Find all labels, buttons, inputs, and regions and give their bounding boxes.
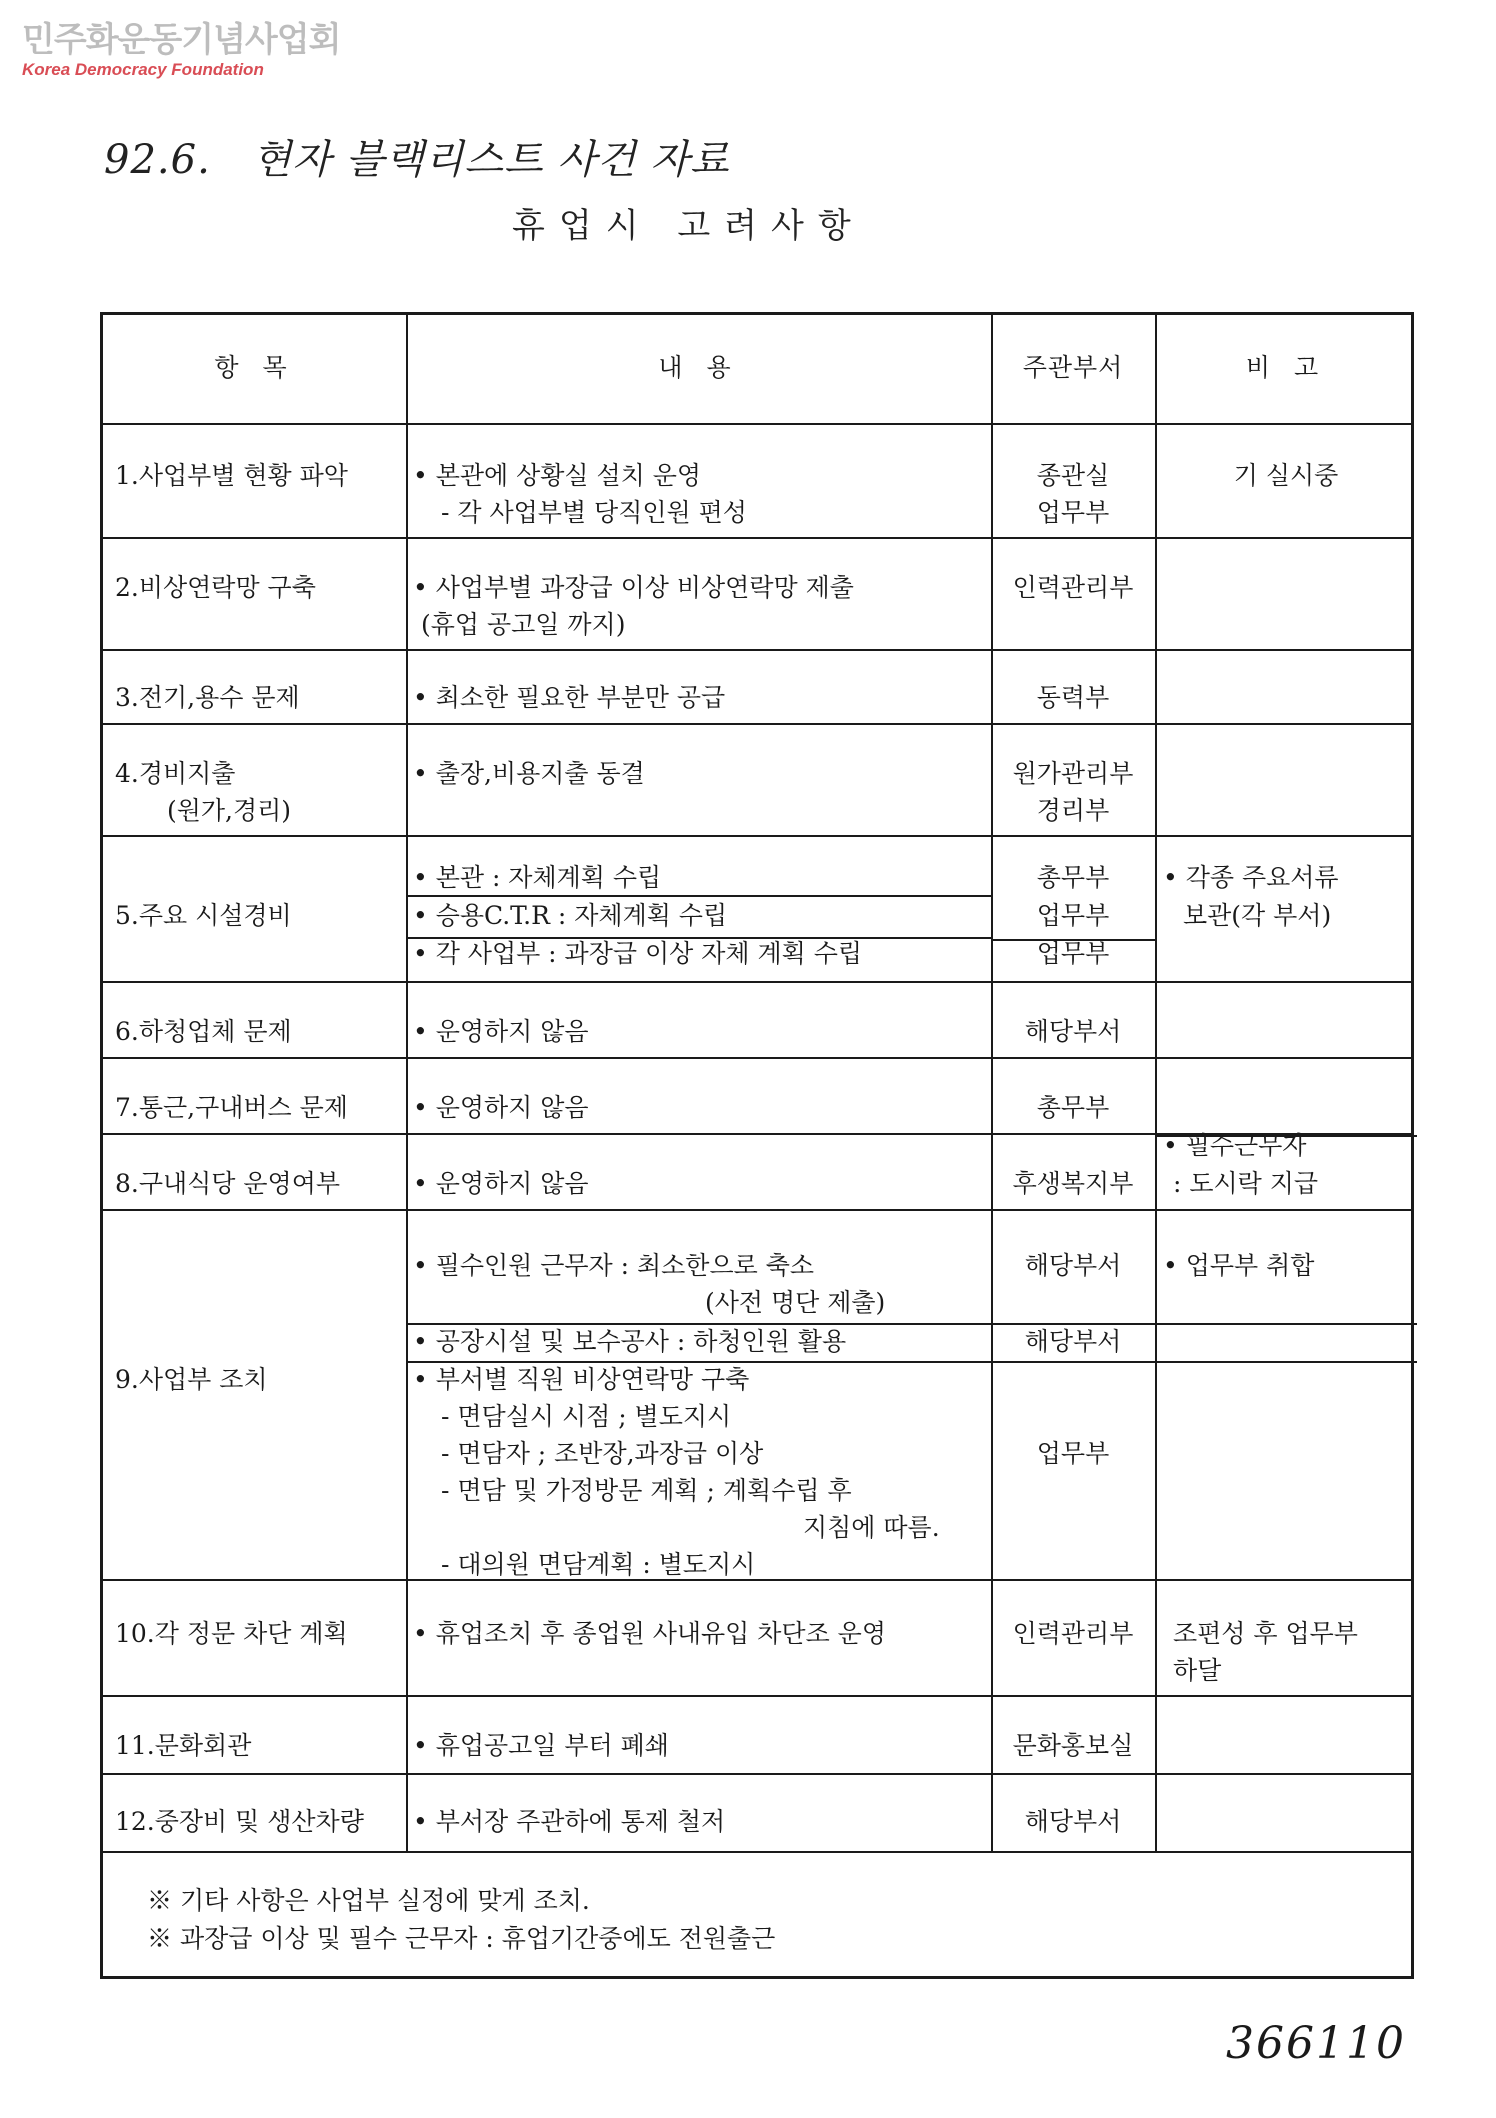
header-dept: 주관부서 (1022, 353, 1124, 382)
row-5-content: • 각 사업부 : 과장급 이상 자체 계획 수립 (413, 939, 862, 968)
row-9-content: - 면담 및 가정방문 계획 ; 계획수립 후 (441, 1476, 852, 1505)
row-4-dept: 원가관리부 (1012, 759, 1134, 788)
row-divider (103, 835, 1411, 837)
row-9-content: - 면담실시 시점 ; 별도지시 (441, 1402, 732, 1431)
handwritten-date: 92.6. (104, 137, 211, 183)
row-9-content: • 필수인원 근무자 : 최소한으로 축소 (413, 1251, 815, 1280)
watermark-org-english: Korea Democracy Foundation (22, 60, 264, 79)
row-divider (103, 649, 1411, 651)
row-1-item: 1.사업부별 현황 파악 (115, 461, 348, 490)
row-10-note: 하달 (1173, 1656, 1222, 1685)
row-5-note: 보관(각 부서) (1183, 901, 1332, 930)
row-8-dept: 후생복지부 (1012, 1169, 1134, 1198)
handwritten-header (104, 128, 730, 185)
row-8-note: : 도시락 지급 (1173, 1169, 1319, 1198)
row-11-content: • 휴업공고일 부터 폐쇄 (413, 1731, 669, 1760)
row-8-content: • 운영하지 않음 (413, 1169, 589, 1198)
row-12-dept: 해당부서 (1024, 1807, 1122, 1836)
row-divider (103, 1851, 1411, 1853)
column-divider (1155, 315, 1157, 1851)
row-divider (103, 1057, 1411, 1059)
row-9-item: 9.사업부 조치 (115, 1365, 268, 1394)
row-9-note: • 업무부 취합 (1163, 1251, 1315, 1280)
row-9-dept: 해당부서 (1024, 1327, 1122, 1356)
row-10-dept: 인력관리부 (1012, 1619, 1134, 1648)
row-9-content: • 공장시설 및 보수공사 : 하청인원 활용 (413, 1327, 847, 1356)
row-1-dept: 종관실 (1036, 461, 1110, 490)
row-2-content: • 사업부별 과장급 이상 비상연락망 제출 (413, 573, 854, 602)
header-note: 비 고 (1245, 353, 1327, 382)
row-divider (103, 1209, 1411, 1211)
watermark-org-korean: 민주화운동기념사업회 (22, 20, 341, 60)
row-9-content: • 부서별 직원 비상연락망 구축 (413, 1365, 750, 1394)
row-5-dept: 업무부 (1036, 939, 1110, 968)
row-6-dept: 해당부서 (1024, 1017, 1122, 1046)
row-6-item: 6.하청업체 문제 (115, 1017, 292, 1046)
row-1-note: 기 실시중 (1233, 461, 1339, 490)
row-divider (103, 1773, 1411, 1775)
header-content: 내 용 (658, 353, 739, 382)
row-1-dept: 업무부 (1036, 498, 1110, 527)
row-9-content: - 대의원 면담계획 : 별도지시 (441, 1550, 756, 1579)
row-divider (103, 423, 1411, 425)
footnote: ※ 과장급 이상 및 필수 근무자 : 휴업기간중에도 전원출근 (147, 1924, 776, 1953)
row-5-note: • 각종 주요서류 (1163, 863, 1339, 892)
row-6-content: • 운영하지 않음 (413, 1017, 589, 1046)
row-9-content: (사전 명단 제출) (705, 1288, 886, 1317)
row-5-item: 5.주요 시설경비 (115, 901, 292, 930)
row-10-item: 10.각 정문 차단 계획 (115, 1619, 348, 1648)
row-1-content: - 각 사업부별 당직인원 편성 (441, 498, 747, 527)
row-12-item: 12.중장비 및 생산차량 (115, 1807, 364, 1836)
row-4-content: • 출장,비용지출 동결 (413, 759, 645, 788)
row-5-dept: 업무부 (1036, 901, 1110, 930)
row-9-content: 지침에 따름. (803, 1513, 940, 1542)
row-5-content: • 본관 : 자체계획 수립 (413, 863, 662, 892)
watermark-logo (22, 20, 340, 80)
row-9-dept: 업무부 (1036, 1439, 1110, 1468)
document-subtitle: 휴업시 고려사항 (512, 206, 865, 246)
row-7-content: • 운영하지 않음 (413, 1093, 589, 1122)
row-2-dept: 인력관리부 (1012, 573, 1134, 602)
row-3-content: • 최소한 필요한 부분만 공급 (413, 683, 726, 712)
row-5-dept: 총무부 (1036, 863, 1110, 892)
row-7-item: 7.통근,구내버스 문제 (115, 1093, 348, 1122)
row-divider (103, 1695, 1411, 1697)
row-divider (103, 723, 1411, 725)
row-11-dept: 문화홍보실 (1012, 1731, 1134, 1760)
footnote: ※ 기타 사항은 사업부 실정에 맞게 조치. (147, 1886, 590, 1915)
row-divider (103, 1579, 1411, 1581)
row-2-content: (휴업 공고일 까지) (421, 610, 626, 639)
row-10-content: • 휴업조치 후 종업원 사내유입 차단조 운영 (413, 1619, 886, 1648)
row-3-dept: 동력부 (1036, 683, 1110, 712)
header-item: 항 목 (214, 353, 295, 382)
row-4-item: 4.경비지출 (115, 759, 236, 788)
row-8-item: 8.구내식당 운영여부 (115, 1169, 340, 1198)
row-7-dept: 총무부 (1036, 1093, 1110, 1122)
column-divider (406, 315, 408, 1851)
handwritten-title: 현자 블랙리스트 사건 자료 (252, 137, 730, 183)
row-4-item-sub: (원가,경리) (167, 796, 292, 825)
row-1-content: • 본관에 상황실 설치 운영 (413, 461, 702, 490)
row-11-item: 11.문화회관 (115, 1731, 252, 1760)
row-9-content: - 면담자 ; 조반장,과장급 이상 (441, 1439, 764, 1468)
row-10-note: 조편성 후 업무부 (1173, 1619, 1358, 1648)
row-divider (103, 981, 1411, 983)
row-2-item: 2.비상연락망 구축 (115, 573, 316, 602)
row-9-dept: 해당부서 (1024, 1251, 1122, 1280)
row-divider (103, 537, 1411, 539)
page-number: 366110 (1226, 2018, 1406, 2069)
row-3-item: 3.전기,용수 문제 (115, 683, 300, 712)
row-12-content: • 부서장 주관하에 통제 철저 (413, 1807, 726, 1836)
row-4-dept: 경리부 (1036, 796, 1110, 825)
row-8-note: • 필수근무자 (1163, 1131, 1307, 1160)
measures-table (100, 312, 1414, 1979)
row-5-content: • 승용C.T.R : 자체계획 수립 (413, 901, 728, 930)
